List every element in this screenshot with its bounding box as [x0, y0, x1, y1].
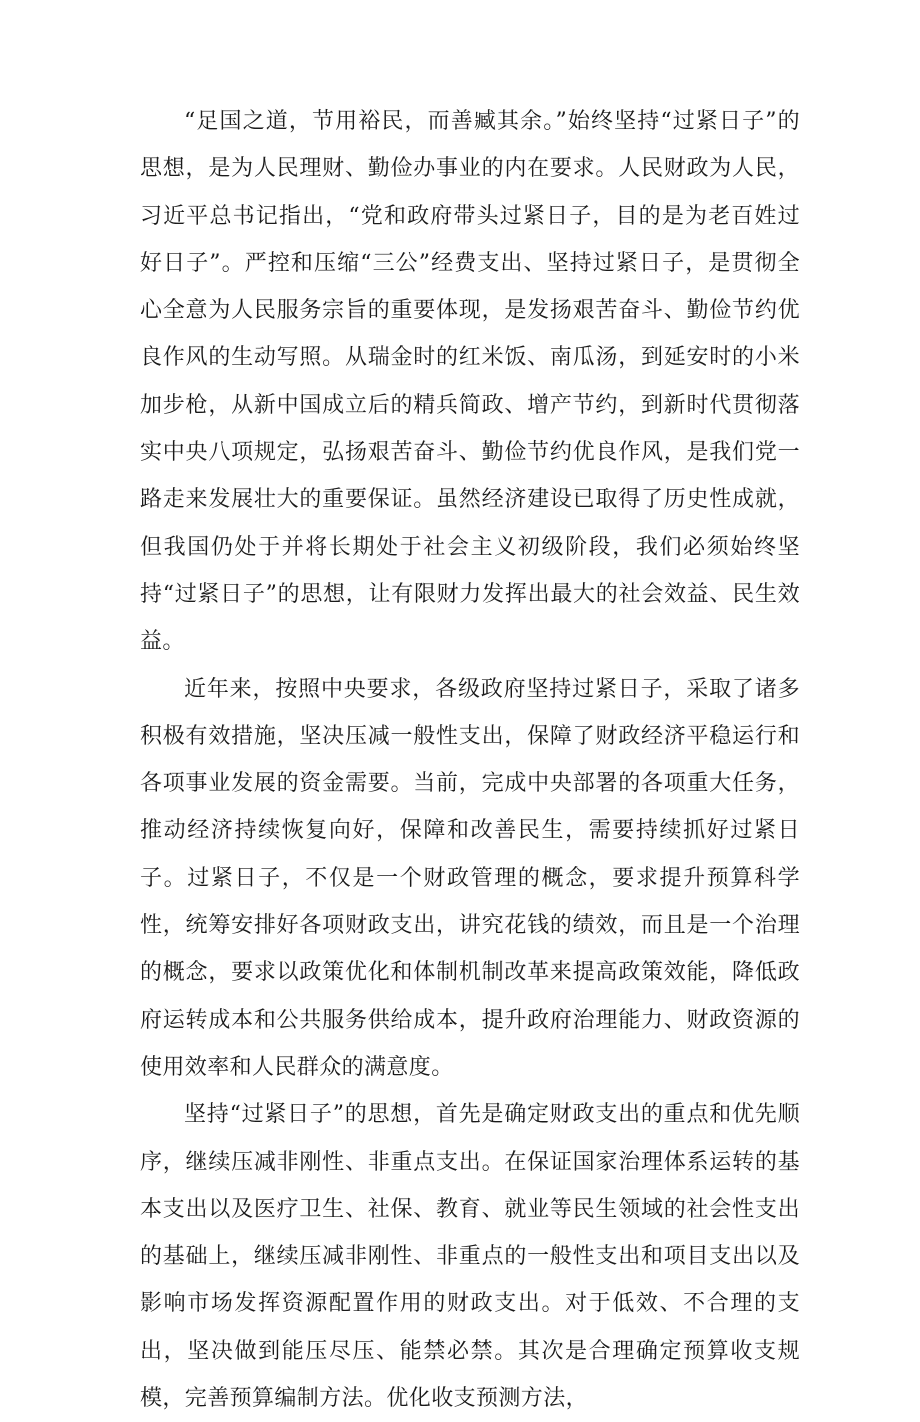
paragraph-2: 近年来，按照中央要求，各级政府坚持过紧日子，采取了诸多积极有效措施，坚决压减一般性支出，保障了财政经济平稳运行和各项事业发展的资金需要。当前，完成中央部署的各项重大任务，推动经济持续恢复向好，保障和改善民生，需要持续抓好过紧日子。过紧日子，不仅是一个财政管理的概念，要求提升预算科学性，统筹安排好各项财政支出，讲究花钱的绩效，而且是一个治理的概念，要求以政策优化和体制机制改革来提高政策效能，降低政府运转成本和公共服务供给成本，提升政府治理能力、财政资源的使用效率和人民群众的满意度。	[140, 676, 800, 1080]
paragraph-3: 坚持“过紧日子”的思想，首先是确定财政支出的重点和优先顺序，继续压减非刚性、非重点支出。在保证国家治理体系运转的基本支出以及医疗卫生、社保、教育、就业等民生领域的社会性支出的基础上，继续压减非刚性、非重点的一般性支出和项目支出以及影响市场发挥资源配置作用的财政支出。对于低效、不合理的支出，坚决做到能压尽压、能禁必禁。其次是合理确定预算收支规模，完善预算编制方法。优化收支预测方法，	[140, 1102, 800, 1412]
paragraph-1: “足国之道，节用裕民，而善臧其余。”始终坚持“过紧日子”的思想，是为人民理财、勤俭办事业的内在要求。人民财政为人民，习近平总书记指出，“党和政府带头过紧日子，目的是为老百姓过好日子”。严控和压缩“三公”经费支出、坚持过紧日子，是贯彻全心全意为人民服务宗旨的重要体现，是发扬艰苦奋斗、勤俭节约优良作风的生动写照。从瑞金时的红米饭、南瓜汤，到延安时的小米加步枪，从新中国成立后的精兵简政、增产节约，到新时代贯彻落实中央八项规定，弘扬艰苦奋斗、勤俭节约优良作风，是我们党一路走来发展壮大的重要保证。虽然经济建设已取得了历史性成就，但我国仍处于并将长期处于社会主义初级阶段，我们必须始终坚持“过紧日子”的思想，让有限财力发挥出最大的社会效益、民生效益。	[140, 109, 800, 655]
document-body	[140, 98, 800, 1422]
